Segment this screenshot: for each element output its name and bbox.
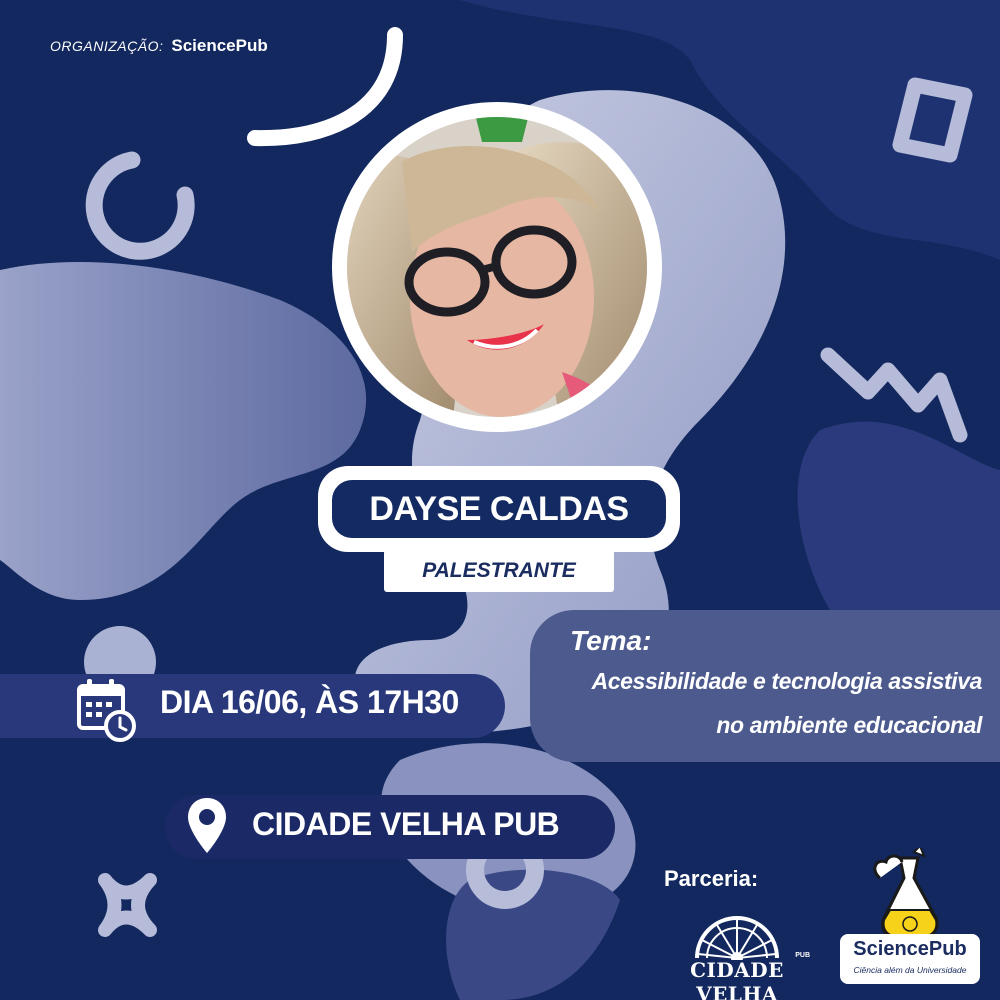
event-date-time: DIA 16/06, ÀS 17H30 — [160, 684, 459, 720]
cidade-velha-logo — [662, 912, 812, 1000]
sciencepub-wordmark: SciencePub — [853, 938, 967, 960]
map-pin-icon — [186, 796, 228, 861]
organization-brand: SciencePub — [171, 36, 268, 55]
sciencepub-logo — [840, 848, 980, 988]
event-location: CIDADE VELHA PUB — [252, 806, 560, 842]
organization-label: ORGANIZAÇÃO: — [50, 38, 164, 54]
speaker-photo — [332, 102, 662, 432]
cidade-velha-wordmark: CIDADE VELHA — [690, 958, 784, 1000]
calendar-clock-icon — [76, 676, 140, 749]
wheel-icon — [662, 912, 812, 960]
cidade-velha-pub-tag: PUB — [795, 952, 810, 959]
sciencepub-tagline: Ciência além da Universidade — [853, 965, 967, 975]
partners-label: Parceria: — [664, 866, 759, 891]
speaker-role: PALESTRANTE — [384, 550, 614, 592]
speaker-name: DAYSE CALDAS — [332, 480, 666, 538]
theme-label: Tema: — [570, 625, 652, 656]
flask-icon — [840, 848, 980, 944]
organization-line — [50, 36, 268, 56]
theme-title-line2: no ambiente educacional — [716, 712, 982, 738]
theme-title-line1: Acessibilidade e tecnologia assistiva — [591, 668, 982, 694]
